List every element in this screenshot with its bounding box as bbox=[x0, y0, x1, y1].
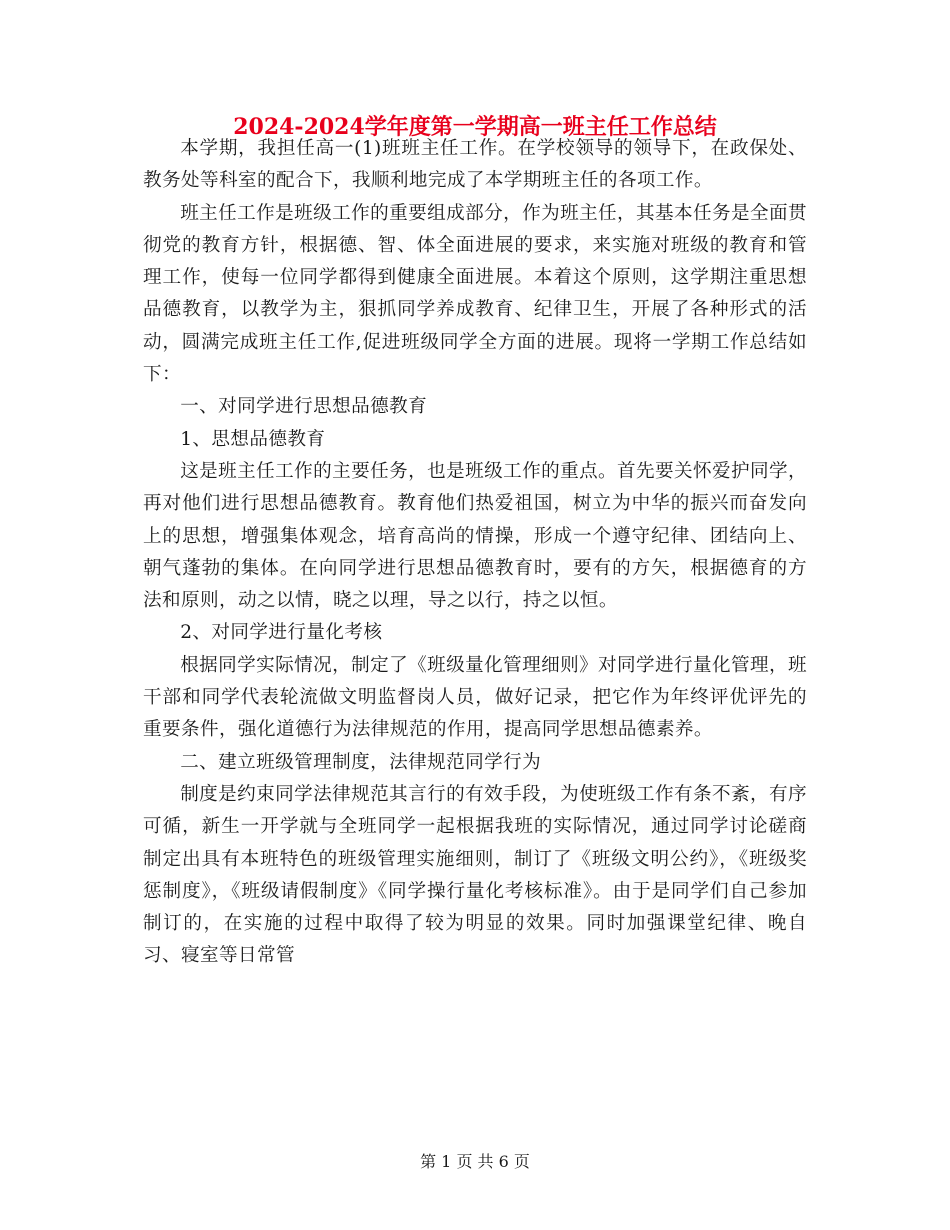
document-body bbox=[143, 133, 807, 973]
section-heading-1: 一、对同学进行思想品德教育 bbox=[180, 396, 428, 418]
paragraph-moral-education: 这是班主任工作的主要任务，也是班级工作的重点。首先要关怀爱护同学，再对他们进行思想品德教育。教育他们热爱祖国，树立为中华的振兴而奋发向上的思想，增强集体观念，培育高尚的情操，形成一个遵守纪律、团结向上、朝气蓬勃的集体。在向同学进行思想品德教育时，要有的方矢，根据德育的方法和原则，动之以情，晓之以理，导之以行，持之以恒。 bbox=[143, 460, 807, 612]
paragraph-overview: 班主任工作是班级工作的重要组成部分，作为班主任，其基本任务是全面贯彻党的教育方针，根据德、智、体全面进展的要求，来实施对班级的教育和管理工作，使每一位同学都得到健康全面进展。本着这个原则，这学期注重思想品德教育，以教学为主，狠抓同学养成教育、纪律卫生，开展了各种形式的活动，圆满完成班主任工作,促进班级同学全方面的进展。现将一学期工作总结如下： bbox=[143, 202, 807, 386]
subsection-heading-1-2: 2、对同学进行量化考核 bbox=[180, 622, 383, 644]
page-footer: 第 1 页 共 6 页 bbox=[420, 1152, 530, 1171]
paragraph-intro: 本学期，我担任高一(1)班班主任工作。在学校领导的领导下，在政保处、教务处等科室的配合下，我顺利地完成了本学期班主任的各项工作。 bbox=[143, 138, 807, 192]
subsection-heading-1-1: 1、思想品德教育 bbox=[180, 428, 326, 450]
paragraph-quantified-assessment: 根据同学实际情况，制定了《班级量化管理细则》对同学进行量化管理，班干部和同学代表轮流做文明监督岗人员，做好记录，把它作为年终评优评先的重要条件，强化道德行为法律规范的作用，提高同学思想品德素养。 bbox=[143, 654, 807, 741]
document-title: 2024-2024学年度第一学期高一班主任工作总结 bbox=[233, 114, 717, 140]
section-heading-2: 二、建立班级管理制度，法律规范同学行为 bbox=[180, 751, 542, 773]
paragraph-management-system: 制度是约束同学法律规范其言行的有效手段，为使班级工作有条不紊，有序可循，新生一开学就与全班同学一起根据我班的实际情况，通过同学讨论磋商制定出具有本班特色的班级管理实施细则，制订了《班级文明公约》，《班级奖惩制度》，《班级请假制度》《同学操行量化考核标准》。由于是同学们自己参加制订的，在实施的过程中取得了较为明显的效果。同时加强课堂纪律、晚自习、寝室等日常管 bbox=[143, 783, 807, 967]
